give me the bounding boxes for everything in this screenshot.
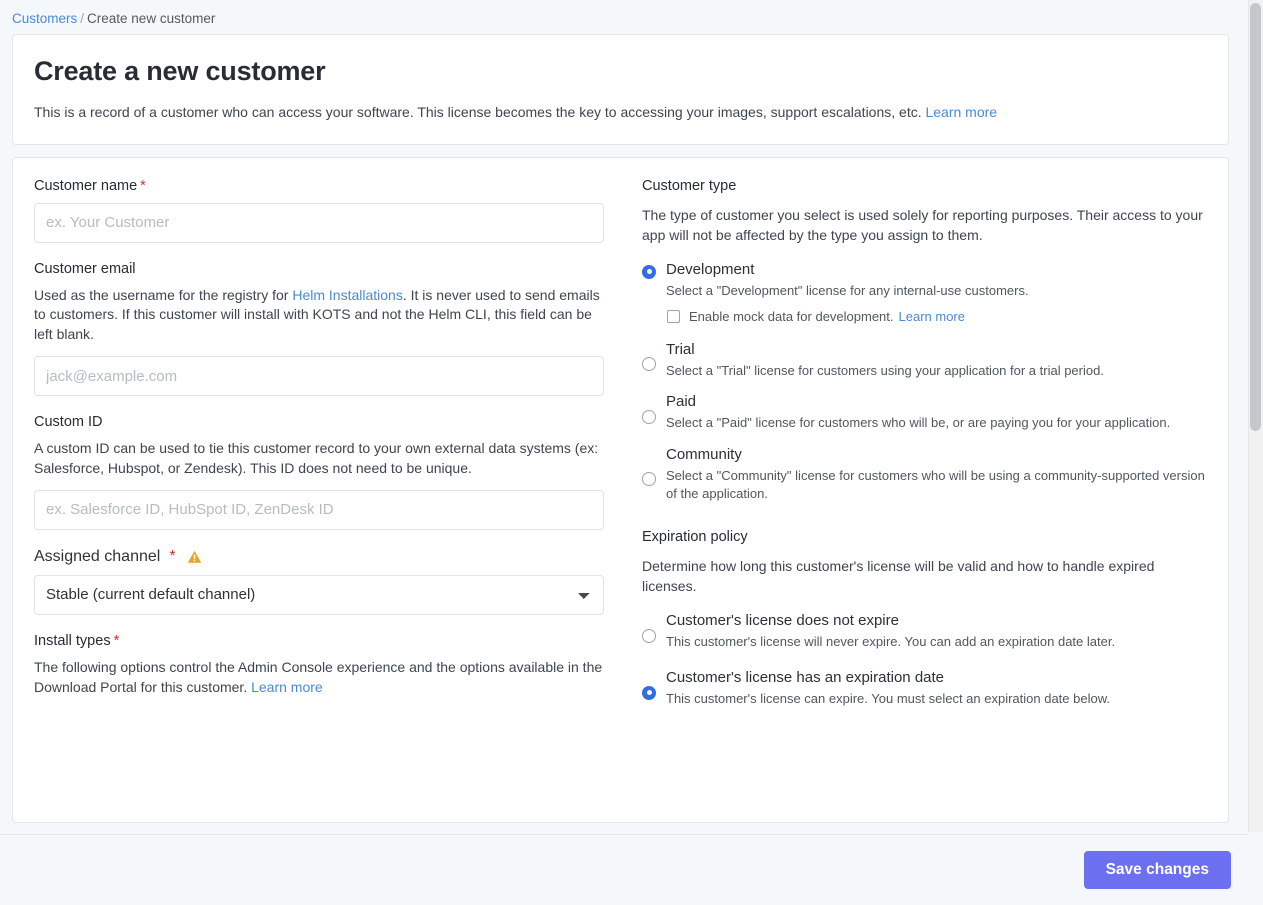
expiration-policy-description: Determine how long this customer's license will be valid and how to handle expired licenses. [642, 558, 1155, 595]
radio-paid[interactable] [642, 410, 656, 424]
customer-email-help-part2: . It is never used to send emails to customers. If this customer will install with KOTS and not the Helm CLI, this field can be left blank. [34, 286, 600, 343]
expiration-desc-has-expire: This customer's license can expire. You must select an expiration date below. [666, 691, 1110, 707]
radio-license-no-expire[interactable] [642, 629, 656, 643]
customer-name-field [34, 178, 604, 243]
checkbox-enable-mock-data[interactable] [667, 310, 680, 323]
custom-id-field [34, 414, 604, 530]
customer-form-card [12, 157, 1229, 823]
helm-installations-link[interactable]: Helm Installations [292, 286, 403, 303]
radio-trial[interactable] [642, 357, 656, 371]
install-types-learn-more-link[interactable]: Learn more [251, 678, 323, 695]
breadcrumb [0, 0, 1263, 34]
assigned-channel-select[interactable] [34, 575, 604, 615]
install-types-help [34, 658, 604, 698]
customer-email-label: Customer email [34, 260, 136, 277]
customer-name-label-text: Customer name [34, 177, 138, 194]
install-types-label-text: Install types [34, 632, 111, 649]
install-types-field [34, 633, 604, 698]
customer-type-option-community[interactable] [642, 446, 1212, 503]
form-columns [13, 158, 1228, 721]
customer-type-option-paid[interactable] [642, 393, 1212, 432]
customer-type-desc-development: Select a "Development" license for any internal-use customers. [666, 282, 1029, 298]
form-footer-bar [0, 834, 1248, 905]
radio-community[interactable] [642, 472, 656, 486]
scrollbar-thumb[interactable] [1250, 3, 1261, 431]
assigned-channel-label-row [34, 548, 604, 566]
breadcrumb-separator: / [80, 11, 85, 26]
expiration-desc-no-expire: This customer's license will never expire. You can add an expiration date later. [666, 634, 1116, 650]
customer-type-desc-community: Select a "Community" license for customers who will be using a community-supported version of the application. [666, 468, 1205, 502]
expiration-policy-section [642, 529, 1212, 708]
page-scrollbar[interactable] [1248, 0, 1263, 832]
customer-type-desc-paid: Select a "Paid" license for customers who will be, or are paying you for your application. [666, 415, 1171, 431]
save-changes-button[interactable]: Save changes [1084, 851, 1231, 889]
install-types-help-text: The following options control the Admin Console experience and the options available in the Download Portal for this customer. [34, 658, 603, 695]
customer-type-option-trial[interactable] [642, 341, 1212, 380]
page-description-text: This is a record of a customer who can access your software. This license becomes the key to accessing your images, support escalations, etc. [34, 103, 922, 120]
assigned-channel-label: Assigned channel [34, 547, 161, 565]
customer-type-option-development[interactable] [642, 261, 1212, 324]
expiration-policy-title: Expiration policy [642, 529, 748, 546]
mock-data-checkbox-row[interactable] [667, 309, 1212, 324]
assigned-channel-field [34, 548, 604, 615]
customer-type-label-development: Development [666, 260, 755, 278]
required-marker: * [140, 177, 146, 194]
header-learn-more-link[interactable]: Learn more [925, 103, 998, 120]
custom-id-input[interactable] [34, 490, 604, 530]
form-right-column [642, 178, 1212, 721]
header-card [12, 34, 1229, 145]
expiration-option-has-expire[interactable] [642, 669, 1212, 708]
expiration-label-no-expire: Customer's license does not expire [666, 612, 899, 630]
warning-triangle-icon [187, 550, 202, 564]
page-description [34, 103, 1208, 122]
customer-type-section [642, 178, 1212, 504]
custom-id-help: A custom ID can be used to tie this customer record to your own external data systems (ex: Salesforce, Hubspot, or Zendesk). This ID does not need to be unique. [34, 440, 599, 477]
customer-type-label-paid: Paid [666, 393, 697, 411]
customer-type-desc-trial: Select a "Trial" license for customers using your application for a trial period. [666, 362, 1104, 378]
customer-email-help [34, 286, 604, 346]
customer-email-field [34, 261, 604, 397]
radio-license-has-expiration[interactable] [642, 686, 656, 700]
radio-development[interactable] [642, 265, 656, 279]
customer-email-help-part1: Used as the username for the registry for [34, 286, 293, 303]
assigned-channel-required-marker: * [169, 547, 176, 565]
page-title: Create a new customer [34, 56, 326, 86]
customer-name-label [34, 178, 604, 194]
custom-id-label: Custom ID [34, 414, 103, 431]
customer-type-label-trial: Trial [666, 340, 695, 358]
mock-data-label: Enable mock data for development. [689, 308, 894, 324]
install-types-label [34, 633, 604, 649]
customer-email-input[interactable] [34, 356, 604, 396]
mock-data-learn-more-link[interactable]: Learn more [898, 308, 965, 324]
customer-type-label-community: Community [666, 446, 742, 464]
breadcrumb-current: Create new customer [87, 11, 216, 26]
install-types-required-marker: * [113, 632, 120, 649]
customer-type-title: Customer type [642, 177, 737, 194]
breadcrumb-link-customers[interactable]: Customers [12, 11, 78, 26]
form-left-column [34, 178, 604, 721]
customer-name-input[interactable] [34, 203, 604, 243]
customer-type-description: The type of customer you select is used solely for reporting purposes. Their access to your app will not be affected by the type you assign to them. [642, 206, 1203, 243]
expiration-label-has-expire: Customer's license has an expiration date [666, 669, 945, 687]
expiration-option-no-expire[interactable] [642, 612, 1212, 651]
